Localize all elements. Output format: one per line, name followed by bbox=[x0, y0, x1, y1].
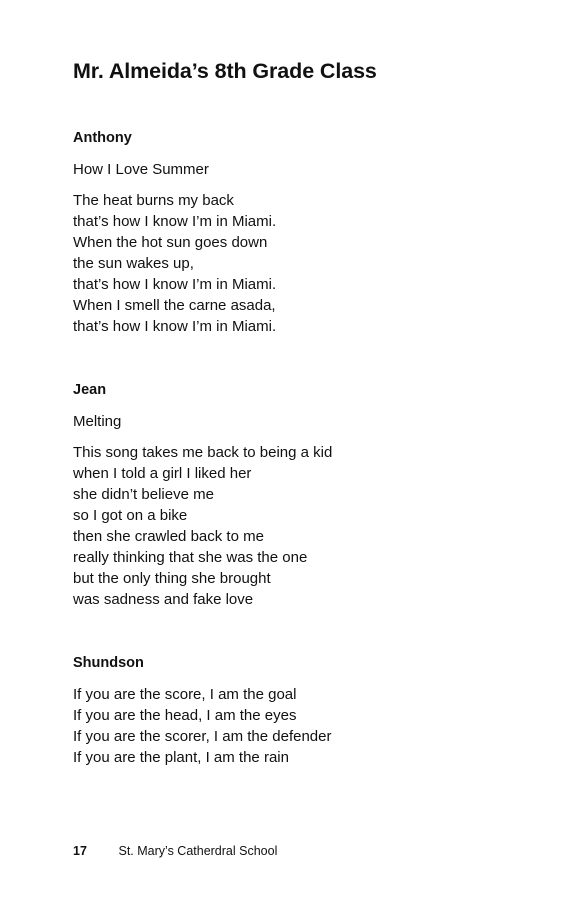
poem-jean bbox=[73, 380, 533, 610]
poem-lines bbox=[73, 684, 533, 768]
school-name: St. Mary’s Catherdral School bbox=[118, 844, 278, 858]
poem-anthony bbox=[73, 128, 533, 337]
poem-line: was sadness and fake love bbox=[73, 591, 254, 608]
poem-line: she didn’t believe me bbox=[73, 486, 214, 503]
poem-line: so I got on a bike bbox=[73, 507, 188, 524]
page-number: 17 bbox=[73, 844, 87, 858]
poem-lines bbox=[73, 442, 533, 610]
poem-title: How I Love Summer bbox=[73, 161, 209, 178]
poem-line: If you are the plant, I am the rain bbox=[73, 749, 289, 766]
poem-line: If you are the score, I am the goal bbox=[73, 686, 297, 703]
poem-author: Anthony bbox=[73, 130, 132, 146]
poem-line: that’s how I know I’m in Miami. bbox=[73, 276, 277, 293]
poem-line: When I smell the carne asada, bbox=[73, 297, 276, 314]
poem-lines bbox=[73, 190, 533, 337]
poem-shundson bbox=[73, 653, 533, 768]
poem-title: Melting bbox=[73, 413, 122, 430]
poem-line: The heat burns my back bbox=[73, 192, 234, 209]
poem-line: when I told a girl I liked her bbox=[73, 465, 252, 482]
poem-line: really thinking that she was the one bbox=[73, 549, 308, 566]
poem-line: that’s how I know I’m in Miami. bbox=[73, 213, 277, 230]
poem-author: Shundson bbox=[73, 655, 144, 671]
poem-line: that’s how I know I’m in Miami. bbox=[73, 318, 277, 335]
poem-line: but the only thing she brought bbox=[73, 570, 271, 587]
poem-line: When the hot sun goes down bbox=[73, 234, 268, 251]
page-title: Mr. Almeida’s 8th Grade Class bbox=[73, 59, 377, 83]
poem-line: If you are the scorer, I am the defender bbox=[73, 728, 332, 745]
poem-line: If you are the head, I am the eyes bbox=[73, 707, 297, 724]
poem-author: Jean bbox=[73, 382, 107, 398]
poem-line: the sun wakes up, bbox=[73, 255, 194, 272]
poem-line: then she crawled back to me bbox=[73, 528, 264, 545]
page-footer bbox=[73, 844, 277, 858]
poem-line: This song takes me back to being a kid bbox=[73, 444, 333, 461]
